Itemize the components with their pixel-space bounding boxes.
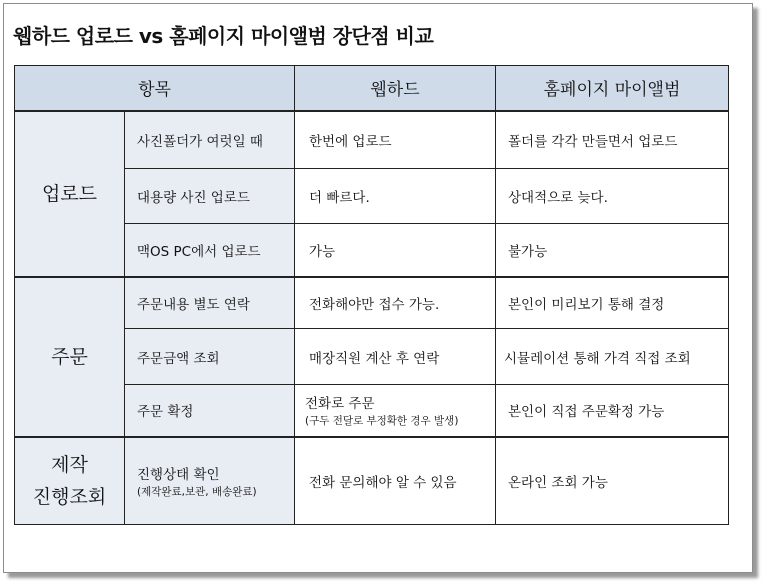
item-cell: 주문금액 조회 xyxy=(125,329,295,385)
album-cell: 상대적으로 늦다. xyxy=(496,169,729,224)
category-cell xyxy=(15,111,125,277)
table-row xyxy=(15,437,729,525)
item-cell xyxy=(125,437,295,525)
webhard-cell: 한번에 업로드 xyxy=(295,111,496,169)
header-webhard: 웹하드 xyxy=(295,66,496,111)
category-label: 주문 xyxy=(51,345,88,368)
item-cell: 주문 확정 xyxy=(125,385,295,437)
album-cell: 시뮬레이션 통해 가격 직접 조회 xyxy=(496,329,729,385)
header-item: 항목 xyxy=(15,66,295,111)
header-album: 홈페이지 마이앨범 xyxy=(496,66,729,111)
category-label: 업로드 xyxy=(41,182,98,205)
category-cell xyxy=(15,437,125,525)
category-cell xyxy=(15,277,125,437)
category-label-line2: 진행조회 xyxy=(32,485,107,508)
album-cell: 폴더를 각각 만들면서 업로드 xyxy=(496,111,729,169)
item-cell: 대용량 사진 업로드 xyxy=(125,169,295,224)
table-row xyxy=(15,277,729,329)
webhard-text: 전화로 주문 xyxy=(305,396,375,413)
header-row xyxy=(15,66,729,111)
item-note: (제작완료,보관, 배송완료) xyxy=(137,485,257,498)
item-cell: 맥OS PC에서 업로드 xyxy=(125,224,295,277)
page-title: 웹하드 업로드 vs 홈페이지 마이앨범 장단점 비교 xyxy=(13,24,434,48)
category-label-line1: 제작 xyxy=(51,453,88,476)
webhard-note: (구두 전달로 부정확한 경우 발생) xyxy=(305,415,459,428)
webhard-cell: 가능 xyxy=(295,224,496,277)
webhard-cell: 매장직원 계산 후 연락 xyxy=(295,329,496,385)
album-cell: 본인이 직접 주문확정 가능 xyxy=(496,385,729,437)
webhard-cell xyxy=(295,385,496,437)
table-row xyxy=(15,111,729,169)
webhard-cell: 전화 문의해야 알 수 있음 xyxy=(295,437,496,525)
item-text: 진행상태 확인 xyxy=(137,466,220,483)
webhard-cell: 전화해야만 접수 가능. xyxy=(295,277,496,329)
album-cell: 본인이 미리보기 통해 결정 xyxy=(496,277,729,329)
webhard-cell: 더 빠르다. xyxy=(295,169,496,224)
comparison-table xyxy=(14,65,729,525)
album-cell: 불가능 xyxy=(496,224,729,277)
album-cell: 온라인 조회 가능 xyxy=(496,437,729,525)
item-cell: 주문내용 별도 연락 xyxy=(125,277,295,329)
item-cell: 사진폴더가 여럿일 때 xyxy=(125,111,295,169)
